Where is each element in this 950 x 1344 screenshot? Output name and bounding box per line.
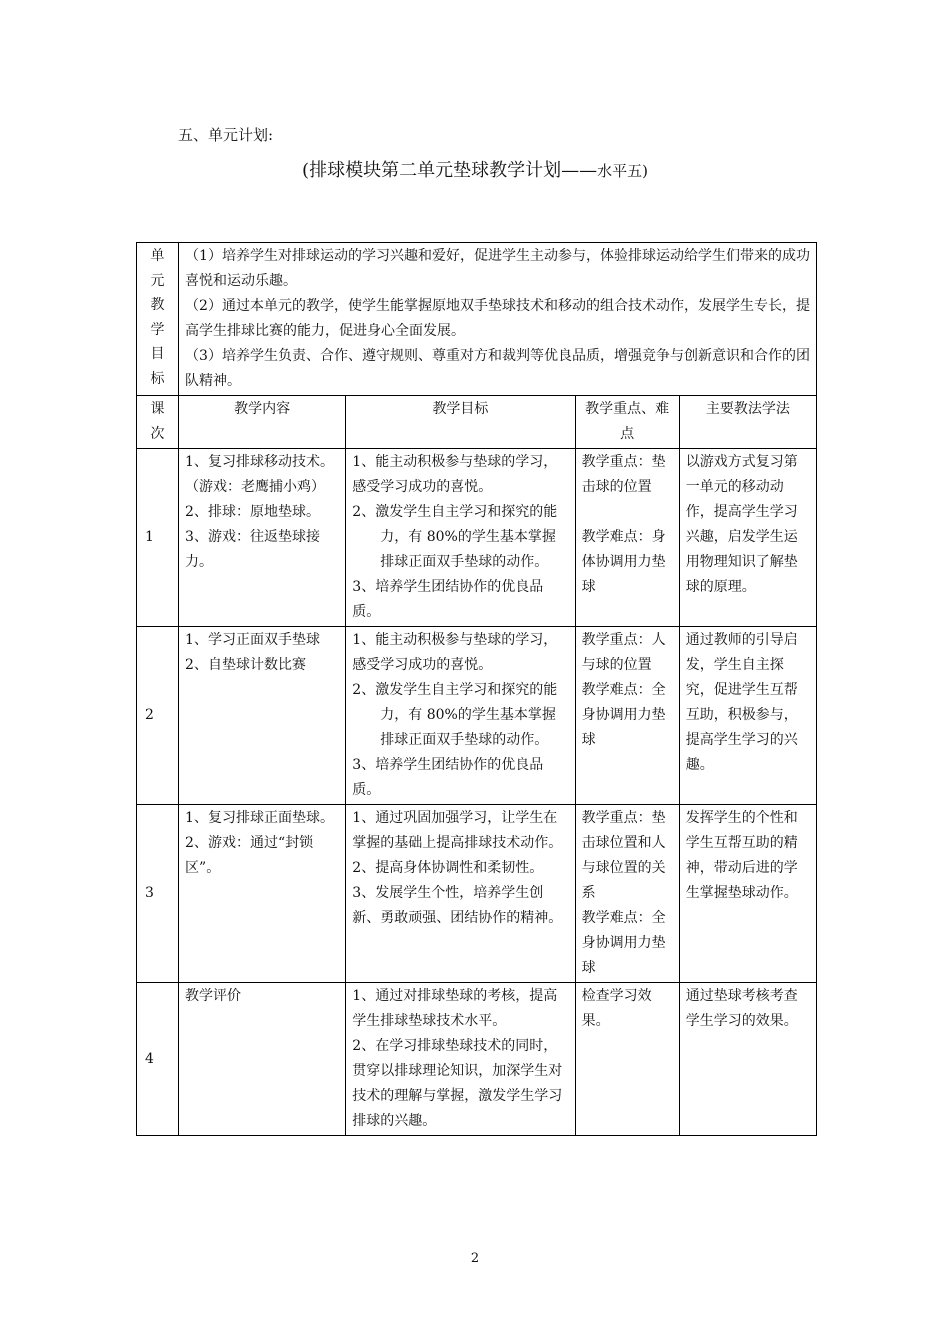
content-item: 2、排球：原地垫球。 (185, 504, 320, 520)
objective-item: （2）通过本单元的教学，使学生能掌握原地双手垫球技术和移动的组合技术动作，发展学生专长，提高学生排球比赛的能力，促进身心全面发展。 (185, 298, 810, 339)
header-lesson (137, 396, 179, 449)
lesson-key-points (575, 805, 679, 983)
key-point: 教学重点：垫击球的位置 (581, 454, 666, 495)
lesson-number: 4 (137, 983, 179, 1136)
lesson-methods: 通过教师的引导启发，学生自主探究，促进学生互帮互助，积极参与，提高学生学习的兴趣。 (679, 627, 816, 805)
goal-item: 2、在学习排球垫球技术的同时，贯穿以排球理论知识，加深学生对技术的理解与掌握，激发学生学习排球的兴趣。 (352, 1038, 563, 1129)
label-char: 次 (150, 425, 165, 442)
header-content: 教学内容 (179, 396, 346, 449)
goal-item: 1、通过对排球垫球的考核，提高学生排球垫球技术水平。 (352, 988, 558, 1029)
lesson-goals (346, 627, 575, 805)
goal-item: 1、能主动积极参与垫球的学习，感受学习成功的喜悦。 (352, 632, 558, 673)
label-char: 教 (150, 297, 165, 313)
goal-item: 2、激发学生自主学习和探究的能力，有 80%的学生基本掌握排球正面双手垫球的动作。 (352, 682, 558, 748)
page-number: 2 (470, 1251, 480, 1266)
goal-item: 2、提高身体协调性和柔韧性。 (352, 860, 544, 876)
key-point: 教学难点：身体协调用力垫球 (581, 529, 666, 595)
lesson-number: 2 (137, 627, 179, 805)
content-item: 1、学习正面双手垫球 (185, 632, 320, 648)
label-char: 学 (150, 321, 165, 338)
lesson-goals (346, 983, 575, 1136)
goal-item: 3、培养学生团结协作的优良品质。 (352, 757, 544, 798)
key-point: 检查学习效果。 (581, 988, 652, 1029)
lesson-row (137, 449, 817, 627)
objective-item: （1）培养学生对排球运动的学习兴趣和爱好，促进学生主动参与，体验排球运动给学生们带来的成功喜悦和运动乐趣。 (185, 248, 810, 289)
document-title-tail: 水平五) (597, 162, 648, 180)
content-item: 3、游戏：往返垫球接力。 (185, 529, 320, 570)
lesson-content (179, 983, 346, 1136)
lesson-key-points (575, 983, 679, 1136)
label-char: 目 (150, 346, 165, 362)
unit-plan-table (136, 242, 817, 1136)
goal-item: 3、培养学生团结协作的优良品质。 (352, 579, 544, 620)
lesson-row (137, 983, 817, 1136)
lesson-number: 3 (137, 805, 179, 983)
lesson-goals (346, 449, 575, 627)
lesson-methods: 通过垫球考核考查学生学习的效果。 (679, 983, 816, 1136)
goal-item: 3、发展学生个性，培养学生创新、勇敢顽强、团结协作的精神。 (352, 885, 563, 926)
objectives-label (137, 243, 179, 396)
key-point: 教学难点：全身协调用力垫球 (581, 682, 666, 748)
label-char: 元 (150, 272, 165, 289)
content-item: 1、复习排球正面垫球。 (185, 810, 334, 826)
spacer (582, 500, 673, 525)
key-point: 教学难点：全身协调用力垫球 (581, 910, 666, 976)
content-item: 2、游戏：通过“封锁区”。 (185, 835, 314, 876)
objectives-row (137, 243, 817, 396)
lesson-number: 1 (137, 449, 179, 627)
lesson-row (137, 627, 817, 805)
lesson-key-points (575, 449, 679, 627)
document-title-main: (排球模块第二单元垫球教学计划—— (302, 160, 598, 181)
goal-item: 1、通过巩固加强学习，让学生在掌握的基础上提高排球技术动作。 (352, 810, 563, 851)
label-char: 课 (150, 401, 165, 417)
lesson-content (179, 805, 346, 983)
label-char: 单 (150, 248, 165, 264)
lesson-methods: 发挥学生的个性和学生互帮互助的精神，带动后进的学生掌握垫球动作。 (679, 805, 816, 983)
content-item: 1、复习排球移动技术。（游戏：老鹰捕小鸡） (185, 454, 334, 495)
header-goals: 教学目标 (346, 396, 575, 449)
lesson-key-points (575, 627, 679, 805)
goal-item: 2、激发学生自主学习和探究的能力，有 80%的学生基本掌握排球正面双手垫球的动作。 (352, 504, 558, 570)
document-title (0, 156, 950, 182)
lesson-row (137, 805, 817, 983)
key-point: 教学重点：垫击球位置和人与球位置的关系 (581, 810, 666, 901)
content-item: 教学评价 (185, 988, 242, 1004)
key-point: 教学重点：人与球的位置 (581, 632, 666, 673)
lesson-content (179, 449, 346, 627)
objectives-text (179, 243, 817, 396)
header-methods: 主要教法学法 (679, 396, 816, 449)
goal-item: 1、能主动积极参与垫球的学习，感受学习成功的喜悦。 (352, 454, 558, 495)
label-char: 标 (150, 370, 165, 387)
header-row (137, 396, 817, 449)
objective-item: （3）培养学生负责、合作、遵守规则、尊重对方和裁判等优良品质，增强竞争与创新意识和合作的团队精神。 (185, 348, 810, 389)
header-key-points: 教学重点、难点 (575, 396, 679, 449)
lesson-goals (346, 805, 575, 983)
section-title: 五、单元计划: (178, 126, 274, 144)
lesson-methods: 以游戏方式复习第一单元的移动动作，提高学生学习兴趣，启发学生运用物理知识了解垫球的原理。 (679, 449, 816, 627)
content-item: 2、自垫球计数比赛 (185, 657, 306, 673)
lesson-content (179, 627, 346, 805)
